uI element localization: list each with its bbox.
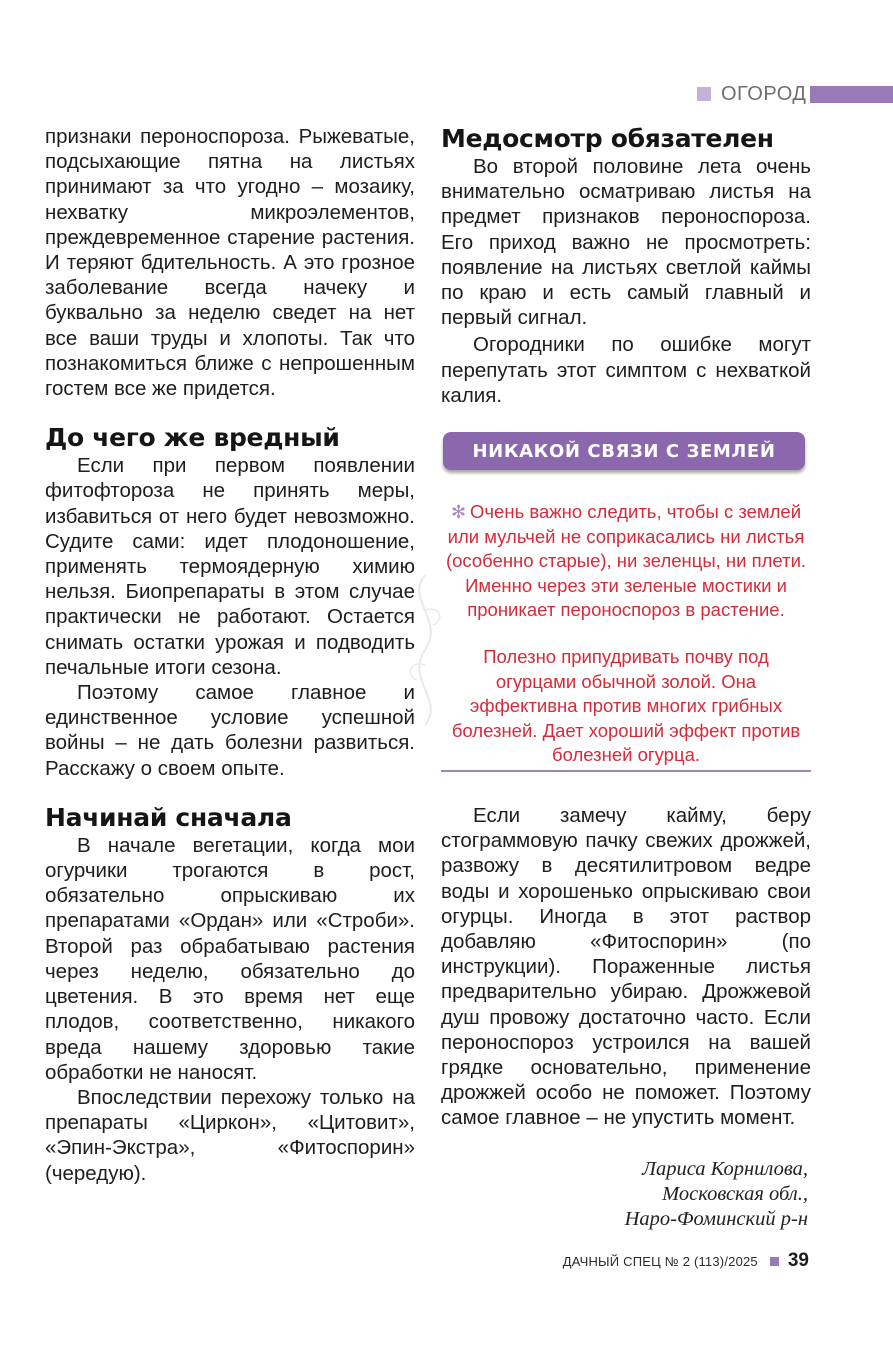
author-district: Наро-Фоминский р-н — [624, 1208, 808, 1230]
flourish-watermark-icon — [395, 570, 455, 730]
magazine-issue: ДАЧНЫЙ СПЕЦ № 2 (113)/2025 — [562, 1253, 758, 1269]
author-region: Московская обл., — [662, 1183, 808, 1205]
sidebar-paragraph-1: Очень важно следить, чтобы с землей или мульчей не соприкасались ни листья (особенно старые), ни зеленцы, ни плети. Именно через эти зеленые мостики и проникает пероноспороз в растение. — [445, 501, 807, 621]
right-paragraph-2: Огородники по ошибке могут перепутать этот симптом с нехваткой калия. — [441, 333, 811, 407]
snowflake-icon: ✻ — [450, 502, 467, 522]
section-bar — [810, 86, 893, 103]
right-column-top — [441, 124, 811, 408]
heading-do-chego-zhe-vrednyi: До чего же вредный — [45, 423, 340, 453]
sidebar-title: НИКАКОЙ СВЯЗИ С ЗЕМЛЕЙ — [443, 432, 805, 470]
heading-nachinai-snachala: Начинай сначала — [45, 802, 292, 832]
left-paragraph-2: Если при первом появлении фитофтороза не принять меры, избавиться от него будет невозможно. Судите сами: идет плодоношение, применять термоядерную химию нельзя. Биопрепараты в этом случае практически не работают. Остается снимать остатки урожая и подводить печальные итоги сезона. — [45, 454, 415, 679]
sidebar-text — [441, 500, 811, 768]
section-tag — [697, 83, 806, 105]
left-paragraph-1: признаки пероноспороза. Рыжеватые, подсыхающие пятна на листьях принимают за что угодно – мозаику, нехватку микроэлементов, преждевременное старение растения. И теряют бдительность. А это грозное заболевание всегда начеку и буквально за неделю сведет на нет все ваши труды и хлопоты. Так что познакомиться ближе с непрошенным гостем все же придется. — [45, 125, 415, 401]
sidebar-paragraph-1-wrap — [441, 500, 811, 623]
page-footer — [563, 1250, 809, 1272]
left-column — [45, 124, 415, 1186]
sidebar-paragraph-2: Полезно припудривать почву под огурцами обычной золой. Она эффективна против многих грибных болезней. Дает хороший эффект против болезней огурца. — [451, 645, 801, 766]
right-paragraph-3: Если замечу кайму, беру стограммовую пачку свежих дрожжей, развожу в десятилитровом ведре воды и хорошенько опрыскиваю свои огурцы. Иногда в этот раствор добавляю «Фитоспорин» (по инструкции). Пораженные листья предварительно убираю. Дрожжевой душ провожу достаточно часто. Если пероноспороз устроился на вашей грядке основательно, применение дрожжей особо не поможет. Поэтому самое главное – не упустить момент. — [441, 804, 811, 1130]
section-square-icon — [697, 87, 711, 101]
page-number: 39 — [787, 1250, 809, 1271]
right-paragraph-1: Во второй половине лета очень внимательно осматриваю листья на предмет признаков пероноспороза. Его приход важно не просмотреть: появление на листьях светлой каймы по краю и есть самый главный и первый сигнал. — [441, 155, 811, 330]
section-label: ОГОРОД — [721, 82, 807, 105]
left-paragraph-3: Поэтому самое главное и единственное условие успешной войны – не дать болезни развиться. Расскажу о своем опыте. — [45, 681, 415, 780]
heading-medosmotr-obyazatelen: Медосмотр обязателен — [441, 124, 774, 153]
left-paragraph-5: Впоследствии перехожу только на препараты «Циркон», «Цитовит», «Эпин-Экстра», «Фитоспорин» (чередую). — [45, 1085, 415, 1185]
right-column-bottom — [441, 803, 811, 1131]
sidebar-divider — [441, 770, 811, 772]
footer-square-icon — [770, 1257, 779, 1266]
sidebar-box — [441, 430, 811, 775]
left-paragraph-4: В начале вегетации, когда мои огурчики трогаются в рост, обязательно опрыскиваю их препаратами «Ордан» или «Строби». Второй раз обрабатываю растения через неделю, обязательно до цветения. В это время нет еще плодов, соответственно, никакого вреда нашему здоровью такие обработки не наносят. — [45, 833, 415, 1084]
author-name: Лариса Корнилова, — [642, 1158, 808, 1180]
author-signature — [625, 1157, 808, 1232]
